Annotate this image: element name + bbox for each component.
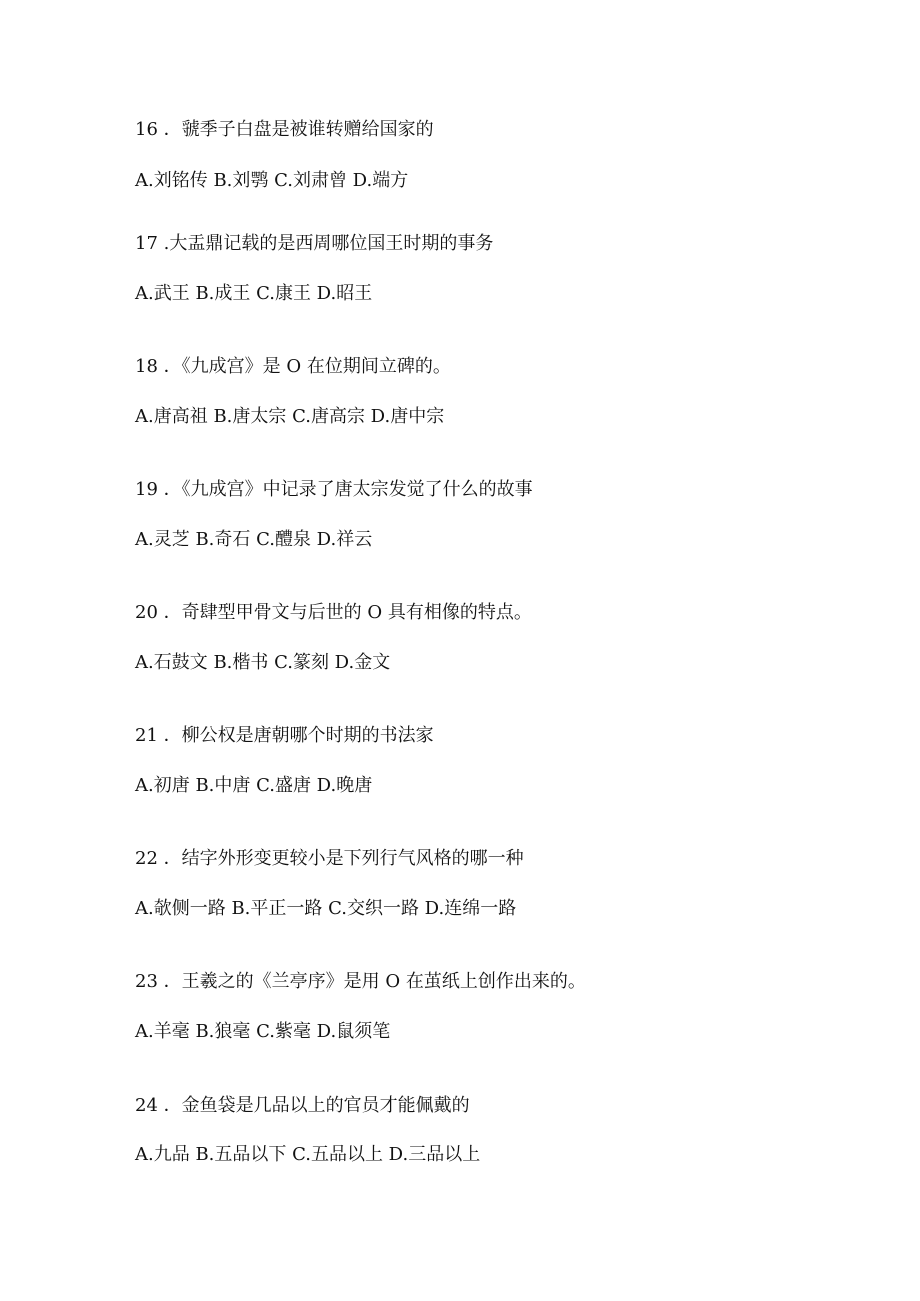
options-18: A.唐高祖 B.唐太宗 C.唐高宗 D.唐中宗 (135, 406, 445, 427)
question-18: 18 ．《九成宫》是 O 在位期间立碑的。 (135, 356, 451, 377)
question-22: 22 ．结字外形变更较小是下列行气风格的哪一种 (135, 848, 524, 869)
question-23: 23 ．王羲之的《兰亭序》是用 O 在茧纸上创作出来的。 (135, 971, 586, 992)
options-16: A.刘铭传 B.刘鹗 C.刘肃曾 D.端方 (135, 170, 409, 191)
options-19: A.灵芝 B.奇石 C.醴泉 D.祥云 (135, 529, 373, 550)
question-19: 19 ．《九成宫》中记录了唐太宗发觉了什么的故事 (135, 479, 533, 500)
options-17: A.武王 B.成王 C.康王 D.昭王 (135, 283, 373, 304)
question-21: 21 ．柳公权是唐朝哪个时期的书法家 (135, 725, 434, 746)
options-23: A.羊毫 B.狼毫 C.紫毫 D.鼠须笔 (135, 1021, 391, 1042)
question-17: 17 .大盂鼎记载的是西周哪位国王时期的事务 (135, 233, 494, 254)
question-20: 20 ．奇肆型甲骨文与后世的 O 具有相像的特点。 (135, 602, 532, 623)
options-22: A.欹侧一路 B.平正一路 C.交织一路 D.连绵一路 (135, 898, 517, 919)
options-24: A.九品 B.五品以下 C.五品以上 D.三品以上 (135, 1144, 481, 1165)
options-21: A.初唐 B.中唐 C.盛唐 D.晚唐 (135, 775, 373, 796)
options-20: A.石鼓文 B.楷书 C.篆刻 D.金文 (135, 652, 391, 673)
question-16: 16 ．虢季子白盘是被谁转赠给国家的 (135, 119, 434, 140)
question-24: 24 ．金鱼袋是几品以上的官员才能佩戴的 (135, 1095, 470, 1116)
